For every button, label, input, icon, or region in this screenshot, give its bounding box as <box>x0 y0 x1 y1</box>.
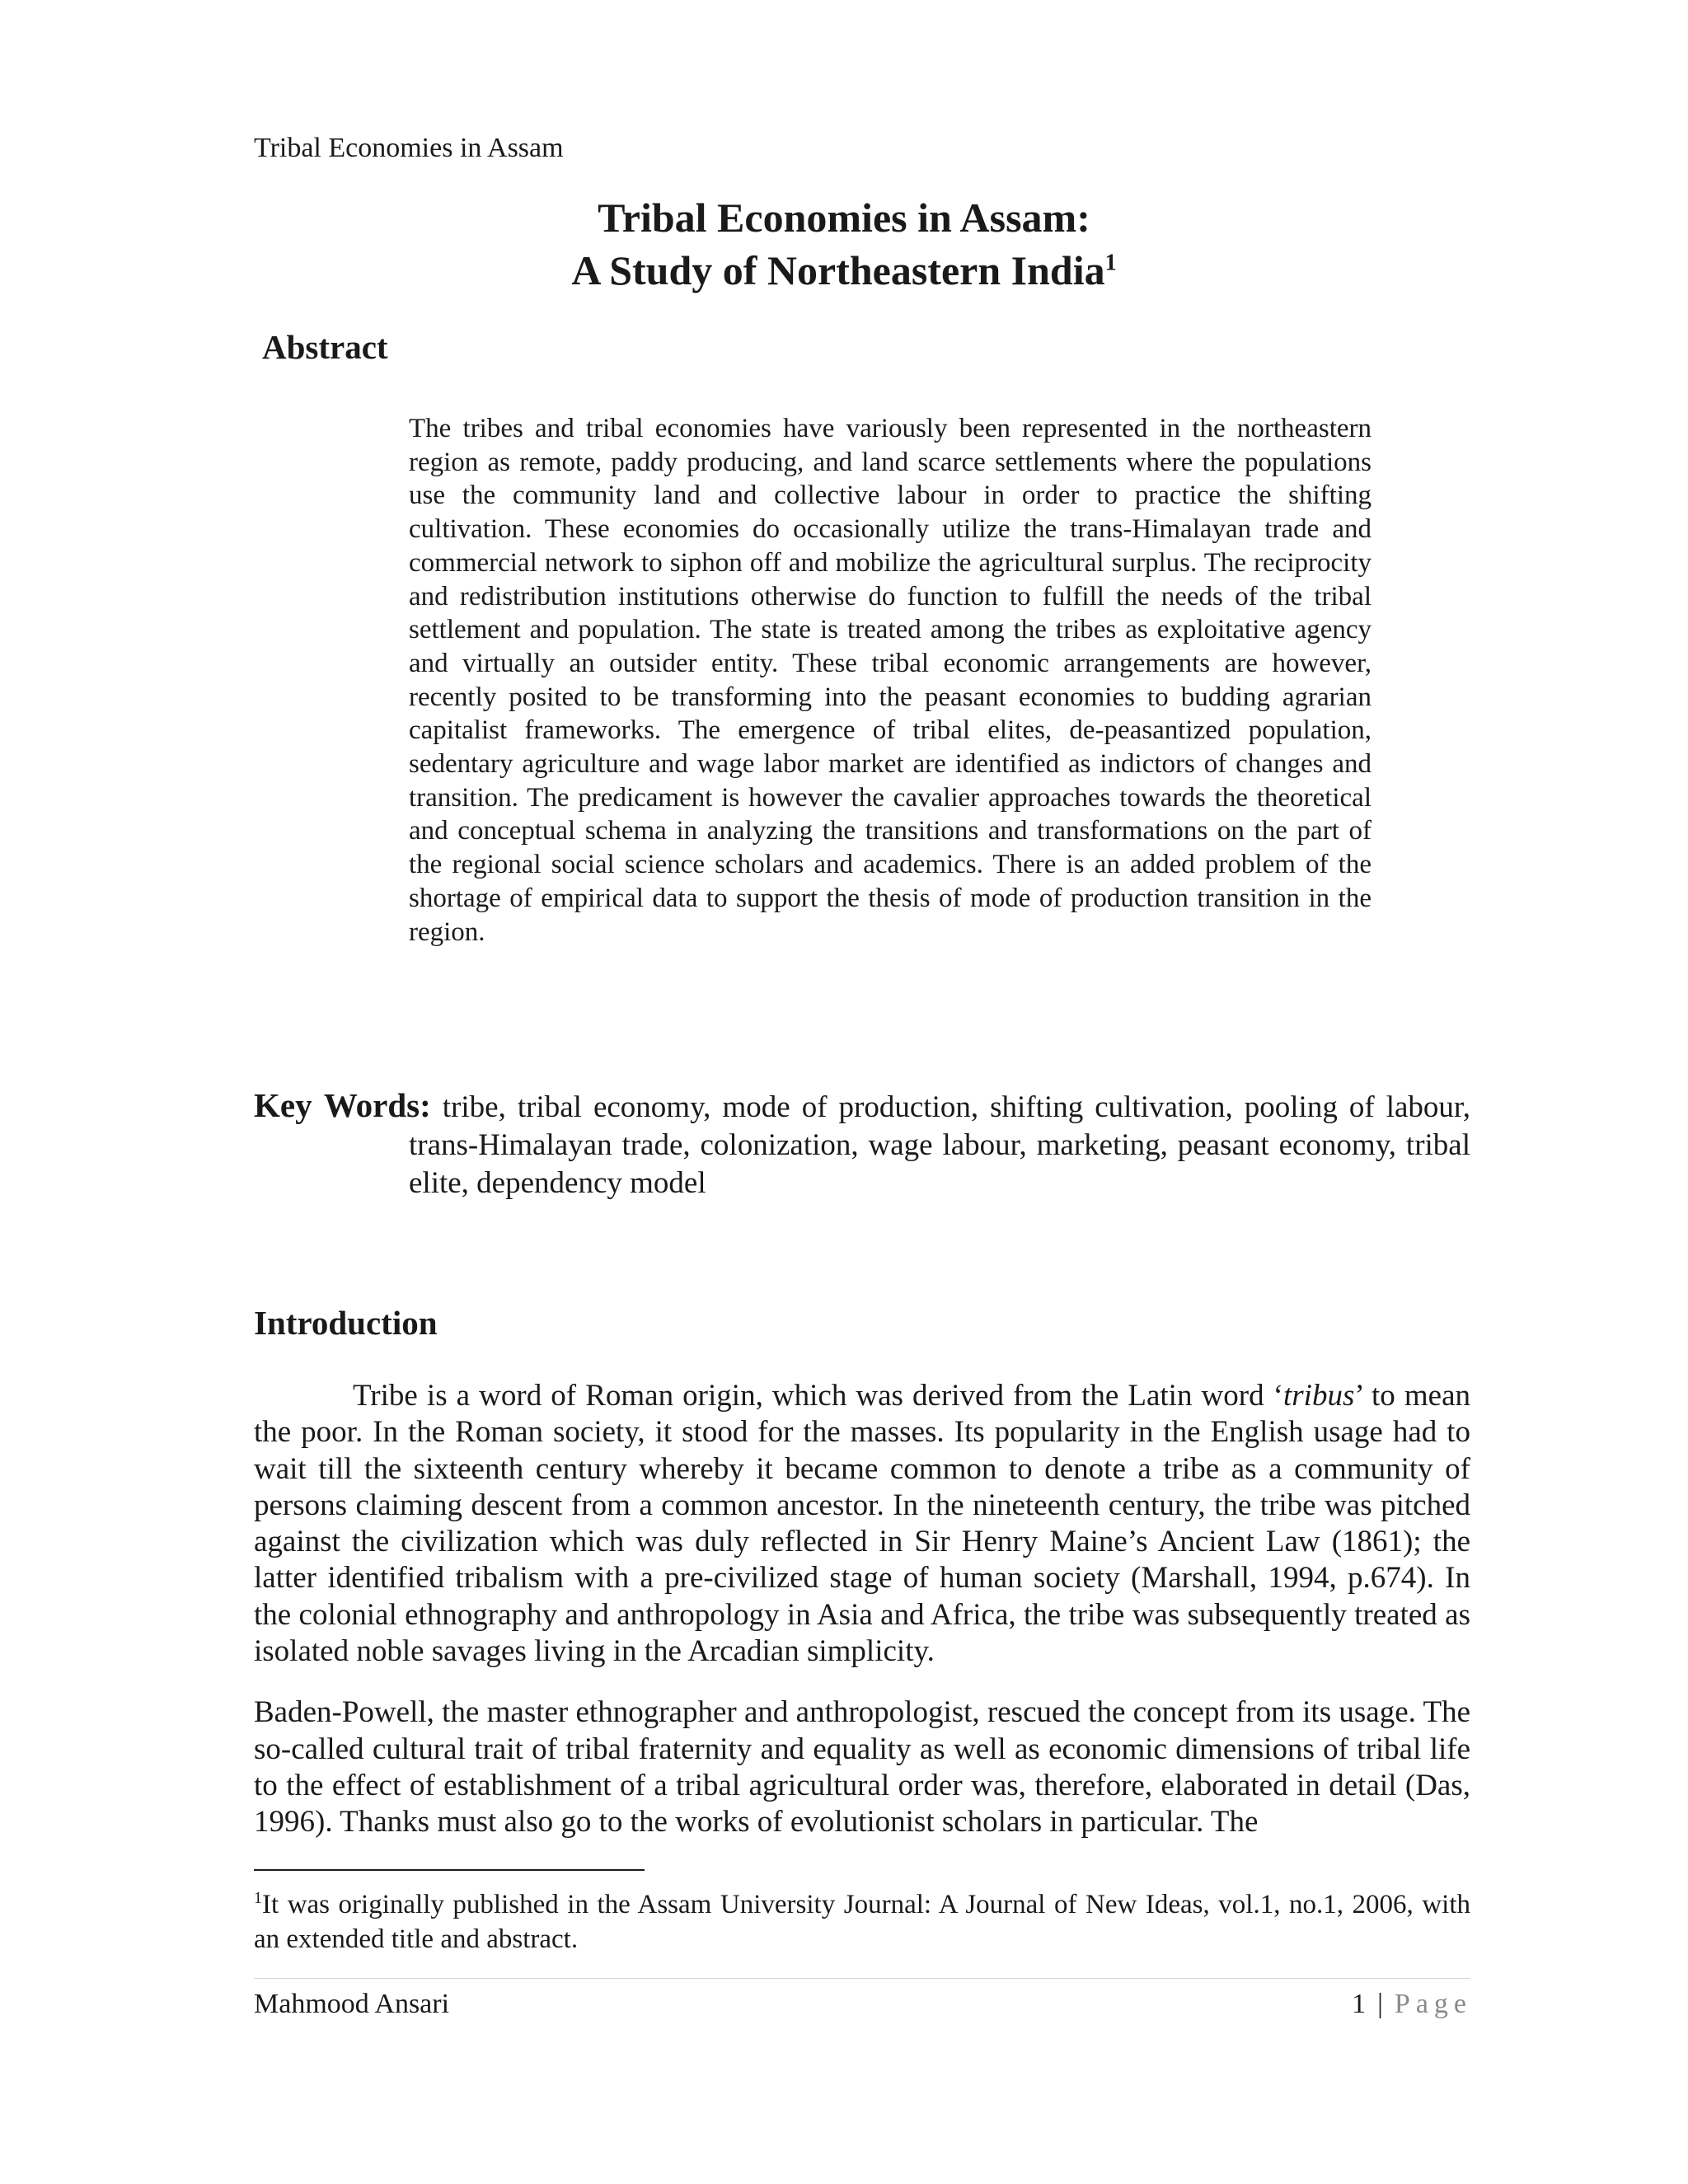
footnote-divider <box>254 1869 645 1871</box>
p1-text-after: ’ to mean the poor. In the Roman society, it stood for the masses. Its popularity in the English usage had to wait till the sixteenth century whereby it became common to denote a tribe as a community of persons claiming descent from a common ancestor. In the nineteenth century, the tribe was pitched against the civilization which was duly reflected in Sir Henry Maine’s Ancient Law (1861); the latter identified tribalism with a pre-civilized stage of human society (Marshall, 1994, p.674). In the colonial ethnography and anthropology in Asia and Africa, the tribe was subsequently treated as isolated noble savages living in the Arcadian simplicity. <box>254 1379 1470 1669</box>
keywords-section <box>254 1086 1470 1202</box>
page-word: Page <box>1394 1989 1472 2019</box>
page-number: 1 <box>1352 1989 1367 2019</box>
introduction-paragraph-1 <box>254 1378 1470 1670</box>
p1-italic-term: tribus <box>1282 1379 1355 1413</box>
p1-text-before: Tribe is a word of Roman origin, which was derived from the Latin word ‘ <box>353 1379 1283 1413</box>
abstract-heading: Abstract <box>262 328 388 366</box>
footer-author: Mahmood Ansari <box>254 1989 450 2019</box>
title-line-2 <box>0 244 1688 297</box>
page-separator: | <box>1377 1989 1383 2019</box>
footer-page-number <box>1352 1986 1472 2022</box>
title-line-2-text: A Study of Northeastern India <box>571 247 1105 293</box>
keywords-label: Key Words: <box>254 1086 431 1124</box>
introduction-paragraph-2: Baden-Powell, the master ethnographer and anthropologist, rescued the concept from its usage. The so-called cultural trait of tribal fraternity and equality as well as economic dimensions of tribal life to the effect of establishment of a tribal agricultural order was, therefore, elaborated in detail (Das, 1996). Thanks must also go to the works of evolutionist scholars in particular. The <box>254 1695 1470 1840</box>
title-line-1: Tribal Economies in Assam: <box>598 194 1090 241</box>
abstract-text: The tribes and tribal economies have variously been represented in the northeastern region as remote, paddy producing, and land scarce settlements where the populations use the community land and collective labour in order to practice the shifting cultivation. These economies do occasionally utilize the trans-Himalayan trade and commercial network to siphon off and mobilize the agricultural surplus. The reciprocity and redistribution institutions otherwise do function to fulfill the needs of the tribal settlement and population. The state is treated among the tribes as exploitative agency and virtually an outsider entity. These tribal economic arrangements are however, recently posited to be transforming into the peasant economies to budding agrarian capitalist frameworks. The emergence of tribal elites, de-peasantized population, sedentary agriculture and wage labor market are identified as indictors of changes and transition. The predicament is however the cavalier approaches towards the theoretical and conceptual schema in analyzing the transitions and transformations on the part of the regional social science scholars and academics. There is an added problem of the shortage of empirical data to support the thesis of mode of production transition in the region. <box>409 414 1372 947</box>
paper-title <box>0 191 1688 297</box>
title-footnote-mark[interactable]: 1 <box>1104 250 1117 276</box>
footnote-text: It was originally published in the Assam University Journal: A Journal of New Ideas, vol.1, no.1, 2006, with an extended title and abstract. <box>254 1890 1470 1954</box>
footer-divider <box>254 1978 1470 1979</box>
footnote-mark: 1 <box>254 1889 262 1907</box>
running-header: Tribal Economies in Assam <box>254 133 564 163</box>
keywords-text: tribe, tribal economy, mode of production, shifting cultivation, pooling of labour, trans-Himalayan trade, colonization, wage labour, marketing, peasant economy, tribal elite, dependency model <box>409 1090 1470 1200</box>
footnote <box>254 1887 1470 1957</box>
introduction-heading: Introduction <box>254 1304 438 1342</box>
introduction-body <box>254 1378 1470 1841</box>
